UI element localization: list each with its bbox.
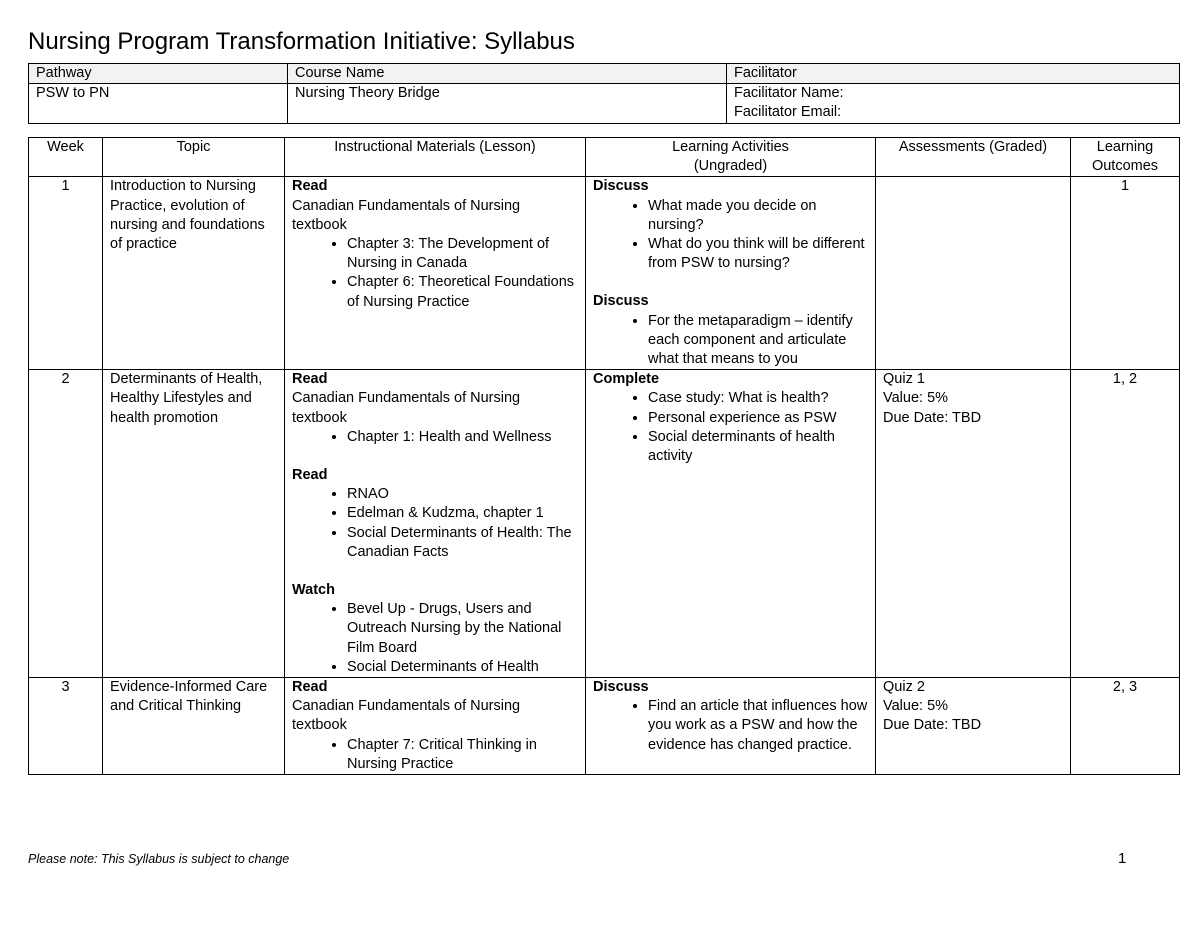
materials-list bbox=[292, 235, 578, 312]
materials-text: Canadian Fundamentals of Nursing textbook bbox=[292, 197, 521, 233]
outcomes-cell: 2, 3 bbox=[1071, 678, 1180, 775]
facilitator-name-label: Facilitator Name: bbox=[734, 85, 844, 102]
schedule-table bbox=[28, 137, 1180, 775]
assessment-name: Quiz 2 bbox=[883, 679, 925, 696]
assessment-due: Due Date: TBD bbox=[883, 409, 982, 426]
activities-list bbox=[593, 389, 868, 466]
page-number: 1 bbox=[1118, 850, 1127, 867]
assessment-cell bbox=[876, 370, 1071, 678]
week-cell: 1 bbox=[29, 177, 103, 370]
section-heading: Discuss bbox=[593, 679, 649, 696]
course-name-header: Course Name bbox=[288, 64, 727, 84]
section-heading: Discuss bbox=[593, 178, 649, 195]
list-item: • Social determinants of health activity bbox=[648, 428, 868, 466]
topic-cell: Evidence-Informed Care and Critical Thinking bbox=[103, 678, 285, 775]
activities-header bbox=[586, 138, 876, 177]
list-item: • Case study: What is health? bbox=[648, 389, 868, 408]
list-item: • What do you think will be different from PSW to nursing? bbox=[648, 235, 868, 273]
activities-header-line1: Learning Activities bbox=[672, 139, 789, 155]
list-item: • Chapter 6: Theoretical Foundations of Nursing Practice bbox=[347, 273, 578, 311]
outcomes-header-line2: Outcomes bbox=[1091, 158, 1159, 175]
table-row bbox=[29, 370, 1180, 678]
activities-cell bbox=[586, 370, 876, 678]
list-item: • Personal experience as PSW bbox=[648, 409, 868, 428]
activities-cell bbox=[586, 177, 876, 370]
materials-list bbox=[292, 428, 578, 447]
assessment-value: Value: 5% bbox=[883, 390, 949, 407]
activities-header-line2: (Ungraded) bbox=[693, 158, 768, 175]
activities-cell bbox=[586, 678, 876, 775]
assessment-cell bbox=[876, 678, 1071, 775]
list-item: • Social Determinants of Health: The Canadian Facts bbox=[347, 524, 578, 562]
list-item: • Find an article that influences how you work as a PSW and how the evidence has changed practice. bbox=[648, 697, 868, 755]
list-item: • What made you decide on nursing? bbox=[648, 197, 868, 235]
section-heading: Complete bbox=[593, 371, 660, 388]
assessment-name: Quiz 1 bbox=[883, 371, 925, 388]
topic-cell: Introduction to Nursing Practice, evolution of nursing and foundations of practice bbox=[103, 177, 285, 370]
materials-cell bbox=[285, 370, 586, 678]
materials-text: Canadian Fundamentals of Nursing textbook bbox=[292, 698, 521, 734]
list-item: • Chapter 7: Critical Thinking in Nursing Practice bbox=[347, 736, 578, 774]
list-item: • For the metaparadigm – identify each component and articulate what that means to you bbox=[648, 312, 868, 370]
facilitator-email-label: Facilitator Email: bbox=[734, 104, 842, 121]
activities-list bbox=[593, 197, 868, 274]
footer-note: Please note: This Syllabus is subject to change bbox=[28, 852, 290, 866]
assessment-cell bbox=[876, 177, 1071, 370]
materials-list bbox=[292, 485, 578, 562]
outcomes-cell: 1 bbox=[1071, 177, 1180, 370]
list-item: • Chapter 3: The Development of Nursing in Canada bbox=[347, 235, 578, 273]
week-cell: 3 bbox=[29, 678, 103, 775]
course-info-row bbox=[29, 84, 1180, 123]
list-item: • Social Determinants of Health bbox=[347, 658, 578, 677]
section-heading: Read bbox=[292, 679, 328, 696]
pathway-value: PSW to PN bbox=[29, 84, 288, 123]
materials-cell bbox=[285, 678, 586, 775]
section-heading: Read bbox=[292, 178, 328, 195]
materials-list bbox=[292, 736, 578, 774]
assessment-due: Due Date: TBD bbox=[883, 717, 982, 734]
materials-cell bbox=[285, 177, 586, 370]
assessments-header: Assessments (Graded) bbox=[876, 138, 1071, 177]
table-row bbox=[29, 177, 1180, 370]
course-info-header-row bbox=[29, 64, 1180, 84]
list-item: • Chapter 1: Health and Wellness bbox=[347, 428, 578, 447]
topic-header: Topic bbox=[103, 138, 285, 177]
section-heading: Read bbox=[292, 371, 328, 388]
pathway-header: Pathway bbox=[29, 64, 288, 84]
outcomes-cell: 1, 2 bbox=[1071, 370, 1180, 678]
list-item: • Bevel Up - Drugs, Users and Outreach Nursing by the National Film Board bbox=[347, 600, 578, 658]
materials-list bbox=[292, 600, 578, 677]
week-header: Week bbox=[29, 138, 103, 177]
course-info-table bbox=[28, 63, 1180, 124]
facilitator-cell bbox=[727, 84, 1180, 123]
week-cell: 2 bbox=[29, 370, 103, 678]
activities-list bbox=[593, 697, 868, 755]
assessment-value: Value: 5% bbox=[883, 698, 949, 715]
section-heading: Read bbox=[292, 467, 328, 484]
facilitator-header: Facilitator bbox=[727, 64, 1180, 84]
page-title: Nursing Program Transformation Initiative: Syllabus bbox=[28, 28, 575, 55]
list-item: • RNAO bbox=[347, 485, 578, 504]
schedule-header-row bbox=[29, 138, 1180, 177]
outcomes-header bbox=[1071, 138, 1180, 177]
activities-list bbox=[593, 312, 868, 370]
list-item: • Edelman & Kudzma, chapter 1 bbox=[347, 504, 578, 523]
outcomes-header-line1: Learning bbox=[1096, 139, 1154, 155]
table-row bbox=[29, 678, 1180, 775]
section-heading: Watch bbox=[292, 582, 335, 599]
section-heading: Discuss bbox=[593, 293, 649, 310]
materials-text: Canadian Fundamentals of Nursing textbook bbox=[292, 390, 521, 426]
course-name-value: Nursing Theory Bridge bbox=[288, 84, 727, 123]
materials-header: Instructional Materials (Lesson) bbox=[285, 138, 586, 177]
topic-cell: Determinants of Health, Healthy Lifestyles and health promotion bbox=[103, 370, 285, 678]
